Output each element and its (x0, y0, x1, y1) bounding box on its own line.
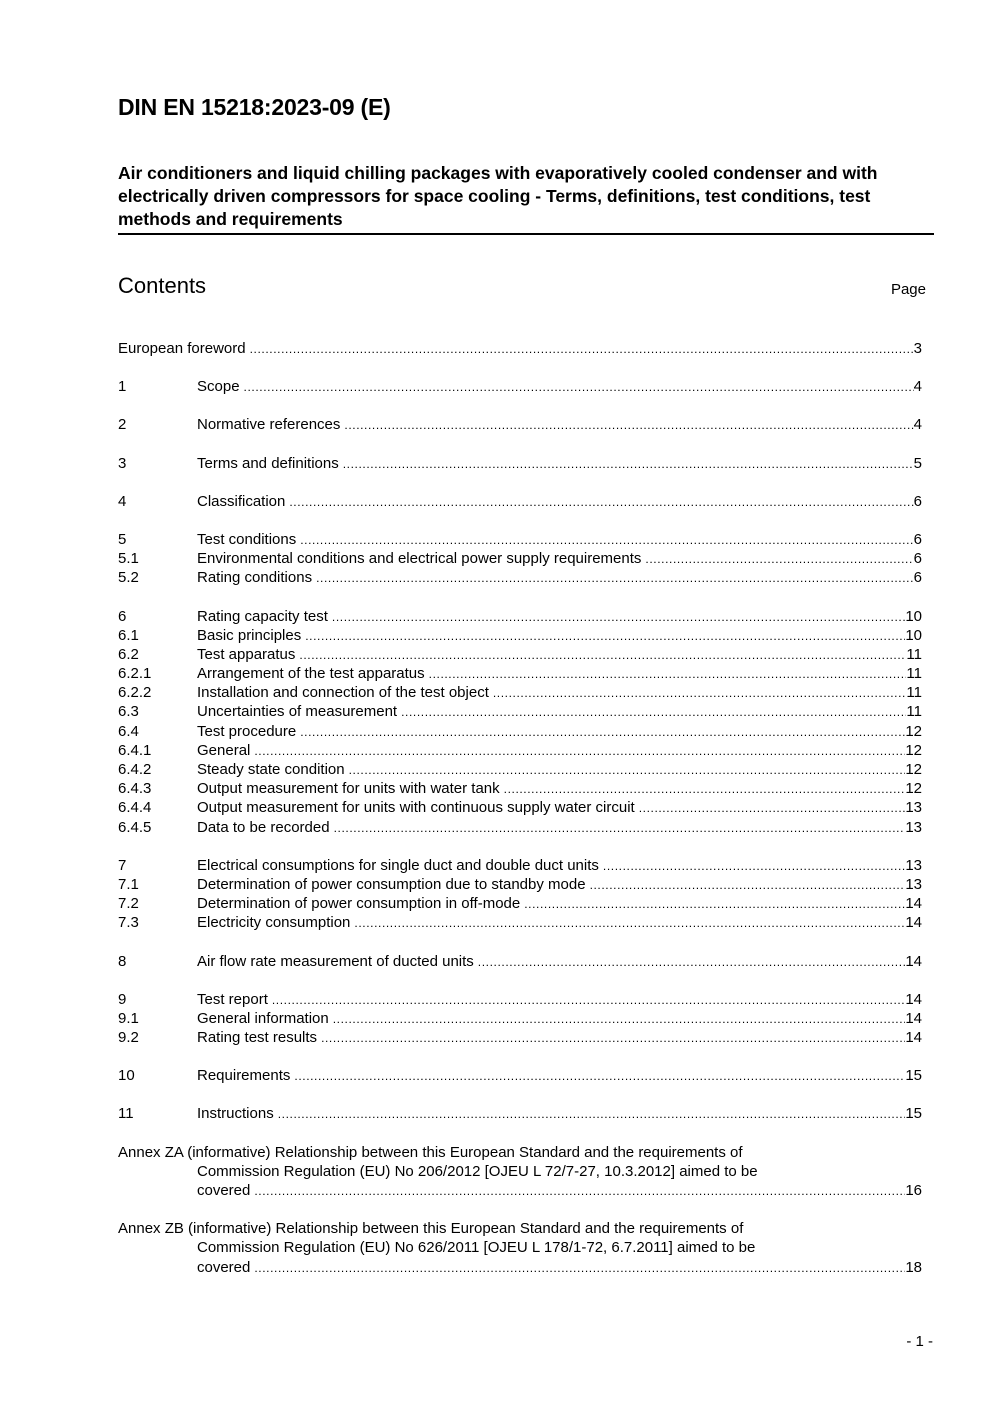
toc-entry-number: 9 (118, 990, 127, 1008)
toc-entry[interactable] (118, 702, 922, 721)
toc-entry-number: 6.4.4 (118, 799, 152, 817)
toc-entry-number: 1 (118, 378, 127, 396)
toc-entry-title: Electricity consumption (197, 914, 351, 932)
toc-entry-title: Test apparatus (197, 645, 296, 663)
toc-entry-number: 6.4.1 (118, 741, 152, 759)
toc-entry-title: Requirements (197, 1067, 291, 1085)
toc-entry-title: Electrical consumptions for single duct and double duct units (197, 856, 599, 874)
contents-heading: Contents (118, 273, 207, 298)
toc-entry[interactable] (118, 798, 922, 817)
toc-entry-title: Test procedure (197, 722, 297, 740)
toc-entry[interactable] (118, 818, 922, 837)
toc-entry-page: 14 (905, 914, 922, 932)
toc-entry-title: Steady state condition (197, 761, 345, 778)
toc-entry[interactable] (118, 990, 922, 1009)
toc-entry-page: 6 (913, 530, 922, 548)
toc-leader-dots (272, 991, 905, 1009)
toc-entry-page: 16 (905, 1182, 922, 1199)
toc-entry[interactable] (118, 415, 922, 434)
toc-entry-page: 14 (905, 1009, 922, 1027)
annex-title-line: Annex ZA (informative) Relationship between this European Standard and the requirements of (118, 1143, 743, 1161)
toc-entry-title: General (197, 741, 251, 759)
toc-entry[interactable] (118, 683, 922, 702)
document-id: DIN EN 15218:2023-09 (E) (118, 94, 391, 120)
toc-entry-number: 6.1 (118, 626, 139, 644)
toc-entry[interactable] (118, 952, 922, 971)
toc-entry[interactable] (118, 722, 922, 741)
toc-entry-page: 5 (913, 454, 922, 472)
toc-annex-entry[interactable] (118, 1143, 922, 1201)
toc-entry-number: 3 (118, 454, 127, 472)
toc-entry-page: 4 (913, 416, 922, 434)
toc-entry-title: Output measurement for units with water tank (197, 780, 500, 798)
toc-leader-dots (244, 378, 914, 396)
toc-entry-title: Scope (197, 378, 240, 396)
toc-leader-dots (354, 914, 905, 932)
toc-leader-dots (639, 799, 906, 817)
toc-entry-number: 6.4.3 (118, 780, 152, 798)
toc-entry-page: 13 (905, 818, 922, 836)
toc-entry-number: 10 (118, 1067, 135, 1085)
toc-entry-title: Rating test results (197, 1029, 318, 1047)
toc-entry[interactable] (118, 1009, 922, 1028)
toc-leader-dots (289, 493, 913, 511)
annex-title-line: covered (197, 1258, 251, 1276)
toc-entry-number: 4 (118, 492, 127, 510)
document-title: Air conditioners and liquid chilling packages with evaporatively cooled condenser and with electrically driven compressors for space cooling - Terms, definitions, test conditions, test methods and requirements (118, 162, 934, 235)
toc-entry-page: 12 (905, 741, 922, 759)
toc-entry-number: 9.2 (118, 1029, 139, 1047)
toc-entry[interactable] (118, 779, 922, 798)
toc-entry-title: Data to be recorded (197, 818, 330, 836)
toc-entry-title: Environmental conditions and electrical power supply requirements (197, 550, 642, 568)
toc-entry-number: 11 (118, 1105, 134, 1123)
toc-entry-page: 6 (913, 492, 922, 510)
toc-entry[interactable] (118, 741, 922, 760)
toc-entry-title: Rating conditions (197, 569, 313, 587)
toc-leader-dots (254, 742, 905, 760)
toc-entry[interactable] (118, 856, 922, 875)
toc-leader-dots (332, 608, 905, 626)
toc-leader-dots (294, 1067, 905, 1085)
toc-entry-title: Air flow rate measurement of ducted units (197, 952, 474, 970)
toc-entry-page: 11 (906, 703, 922, 721)
toc-leader-dots (343, 455, 914, 473)
toc-entry-page: 14 (905, 990, 922, 1008)
toc-leader-dots (299, 646, 906, 664)
toc-entry-page: 6 (913, 550, 922, 568)
toc-entry-page: 12 (905, 761, 922, 778)
toc-leader-dots (504, 780, 906, 798)
toc-entry-number: 2 (118, 416, 127, 434)
toc-leader-dots (344, 416, 913, 434)
toc-entry-page: 11 (906, 684, 922, 702)
page-number: - 1 - (906, 1333, 933, 1350)
toc-entry[interactable] (118, 645, 922, 664)
toc-entry[interactable] (118, 1104, 922, 1123)
toc-entry-number: 6.2 (118, 645, 139, 663)
toc-entry[interactable] (118, 454, 922, 473)
toc-entry-page: 13 (905, 856, 922, 874)
toc-leader-dots (254, 1259, 905, 1277)
toc-leader-dots (278, 1105, 906, 1123)
toc-entry-number: 5.2 (118, 569, 139, 587)
page-column-heading: Page (890, 281, 926, 298)
toc-leader-dots (305, 627, 905, 645)
toc-entry-title: Installation and connection of the test object (197, 684, 489, 702)
toc-entry-title: Uncertainties of measurement (197, 703, 398, 721)
toc-entry-number: 6.4 (118, 722, 139, 740)
toc-entry[interactable] (118, 339, 922, 358)
toc-entry-page: 13 (905, 875, 922, 893)
toc-entry-page: 12 (905, 780, 922, 798)
toc-leader-dots (316, 569, 914, 587)
toc-entry[interactable] (118, 377, 922, 396)
toc-entry-title: European foreword (118, 340, 246, 357)
toc-entry-number: 5 (118, 530, 127, 548)
toc-entry-page: 18 (905, 1258, 922, 1276)
toc-entry-page: 15 (905, 1067, 922, 1085)
toc-leader-dots (300, 723, 905, 741)
toc-entry-page: 10 (905, 626, 922, 644)
toc-entry-number: 6.2.2 (118, 684, 152, 702)
toc-entry-title: Normative references (197, 416, 341, 434)
toc-entry-number: 6.2.1 (118, 665, 152, 683)
toc-entry-title: Test conditions (197, 530, 297, 548)
toc-entry-title: Determination of power consumption due to standby mode (197, 875, 586, 893)
annex-title-line: Commission Regulation (EU) No 206/2012 [OJEU L 72/7-27, 10.3.2012] aimed to be (197, 1162, 758, 1180)
toc-entry-title: Basic principles (197, 626, 302, 644)
toc-entry-title: Test report (197, 990, 268, 1008)
toc-entry-number: 6.3 (118, 703, 139, 721)
toc-entry-page: 14 (905, 895, 922, 913)
toc-entry-page: 11 (906, 645, 922, 663)
toc-entry-title: Classification (197, 492, 286, 510)
toc-leader-dots (590, 876, 906, 894)
toc-entry-number: 7.1 (118, 875, 139, 893)
toc-entry-title: General information (197, 1009, 329, 1027)
table-of-contents (118, 339, 922, 1277)
toc-entry-title: Instructions (197, 1105, 274, 1123)
toc-leader-dots (493, 684, 907, 702)
toc-entry-title: Determination of power consumption in off-mode (197, 895, 521, 913)
toc-entry[interactable] (118, 760, 922, 779)
toc-entry[interactable] (118, 549, 922, 568)
toc-entry[interactable] (118, 607, 922, 626)
toc-entry-page: 14 (905, 952, 922, 970)
toc-annex-entry[interactable] (118, 1219, 922, 1277)
annex-last-line (118, 1258, 922, 1277)
toc-entry-number: 9.1 (118, 1009, 139, 1027)
toc-leader-dots (401, 703, 906, 721)
annex-title-line: covered (197, 1182, 251, 1199)
toc-leader-dots (333, 1010, 906, 1028)
toc-entry-number: 7.3 (118, 914, 139, 932)
toc-entry-title: Rating capacity test (197, 607, 328, 625)
toc-entry[interactable] (118, 664, 922, 683)
toc-entry[interactable] (118, 1066, 922, 1085)
toc-leader-dots (300, 531, 913, 549)
toc-entry-number: 7.2 (118, 895, 139, 913)
annex-last-line (118, 1181, 922, 1200)
toc-entry[interactable] (118, 568, 922, 587)
toc-entry[interactable] (118, 626, 922, 645)
toc-entry-title: Arrangement of the test apparatus (197, 665, 425, 683)
toc-leader-dots (254, 1182, 905, 1200)
toc-entry[interactable] (118, 1028, 922, 1047)
toc-entry-title: Output measurement for units with continuous supply water circuit (197, 799, 635, 817)
toc-entry[interactable] (118, 894, 922, 913)
toc-leader-dots (250, 340, 914, 358)
toc-entry-page: 10 (905, 607, 922, 625)
toc-entry-number: 5.1 (118, 550, 139, 568)
toc-entry-page: 3 (913, 340, 922, 357)
toc-entry-page: 6 (913, 569, 922, 587)
toc-entry-number: 6.4.2 (118, 761, 152, 778)
toc-leader-dots (334, 819, 906, 837)
toc-entry[interactable] (118, 875, 922, 894)
annex-title-line: Annex ZB (informative) Relationship between this European Standard and the requirements of (118, 1220, 744, 1238)
toc-leader-dots (429, 665, 907, 683)
toc-leader-dots (321, 1029, 905, 1047)
toc-leader-dots (524, 895, 905, 913)
toc-entry-title: Terms and definitions (197, 454, 339, 472)
toc-leader-dots (603, 857, 905, 875)
annex-title-line: Commission Regulation (EU) No 626/2011 [OJEU L 178/1-72, 6.7.2011] aimed to be (197, 1239, 756, 1257)
toc-entry-page: 14 (905, 1029, 922, 1047)
toc-entry-number: 7 (118, 856, 127, 874)
toc-entry[interactable] (118, 492, 922, 511)
toc-entry[interactable] (118, 913, 922, 932)
toc-entry-page: 11 (906, 665, 922, 683)
toc-entry-page: 13 (905, 799, 922, 817)
toc-leader-dots (349, 761, 906, 779)
toc-leader-dots (645, 550, 913, 568)
toc-entry-number: 6.4.5 (118, 818, 152, 836)
toc-entry-page: 12 (905, 722, 922, 740)
toc-leader-dots (478, 953, 906, 971)
toc-entry[interactable] (118, 530, 922, 549)
toc-entry-number: 6 (118, 607, 127, 625)
toc-entry-page: 15 (905, 1105, 922, 1123)
toc-entry-number: 8 (118, 952, 127, 970)
toc-entry-page: 4 (913, 378, 922, 396)
